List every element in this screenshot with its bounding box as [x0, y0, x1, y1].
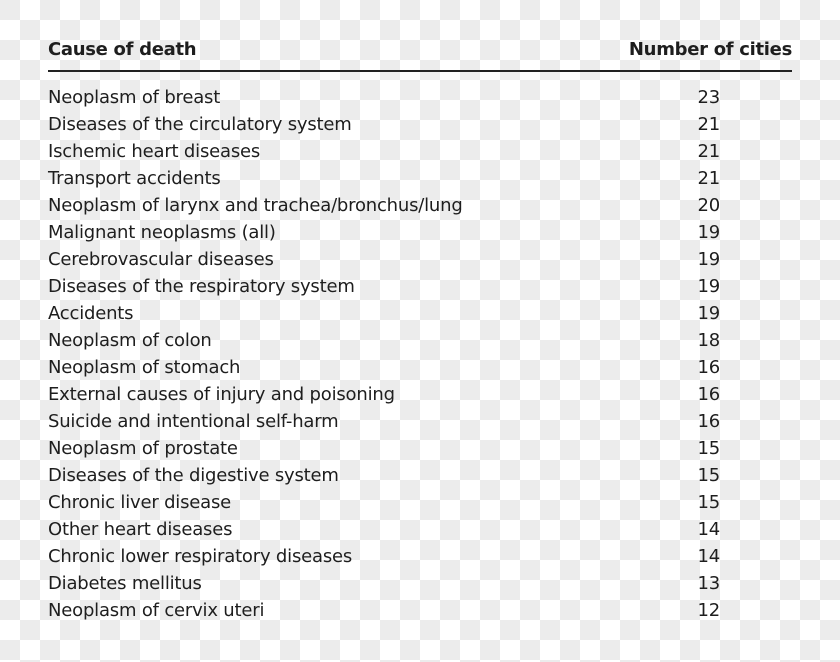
table-row [48, 138, 792, 165]
table-row [48, 219, 792, 246]
table-row [48, 300, 792, 327]
cause-cell: Diseases of the digestive system [48, 465, 339, 486]
cause-cell: Malignant neoplasms (all) [48, 222, 276, 243]
cause-cell: Diseases of the circulatory system [48, 114, 352, 135]
table-row [48, 273, 792, 300]
table-row [48, 381, 792, 408]
count-cell: 19 [697, 303, 720, 324]
table-row [48, 489, 792, 516]
cause-cell: Accidents [48, 303, 134, 324]
count-cell: 18 [697, 330, 720, 351]
count-cell: 15 [697, 492, 720, 513]
count-cell: 14 [697, 519, 720, 540]
cause-cell: Diabetes mellitus [48, 573, 202, 594]
count-cell: 13 [697, 573, 720, 594]
count-cell: 16 [697, 411, 720, 432]
table-row [48, 570, 792, 597]
cause-cell: Neoplasm of colon [48, 330, 212, 351]
count-cell: 21 [697, 141, 720, 162]
count-cell: 14 [697, 546, 720, 567]
count-cell: 12 [697, 600, 720, 621]
count-cell: 23 [697, 87, 720, 108]
count-cell: 21 [697, 114, 720, 135]
count-cell: 20 [697, 195, 720, 216]
table-row [48, 84, 792, 111]
header-count: Number of cities [628, 38, 792, 60]
cause-cell: Neoplasm of larynx and trachea/bronchus/lung [48, 195, 463, 216]
header-cause: Cause of death [48, 38, 197, 60]
table-row [48, 246, 792, 273]
cause-cell: Cerebrovascular diseases [48, 249, 274, 270]
table-body [48, 84, 792, 624]
cause-cell: Diseases of the respiratory system [48, 276, 355, 297]
count-cell: 19 [697, 222, 720, 243]
cause-cell: Transport accidents [48, 168, 221, 189]
cause-cell: Chronic liver disease [48, 492, 232, 513]
cause-cell: Neoplasm of breast [48, 87, 221, 108]
table-row [48, 111, 792, 138]
cause-cell: Chronic lower respiratory diseases [48, 546, 353, 567]
count-cell: 19 [697, 276, 720, 297]
cause-cell: Neoplasm of prostate [48, 438, 238, 459]
cause-of-death-table [48, 34, 792, 624]
cause-cell: Other heart diseases [48, 519, 233, 540]
cause-cell: Neoplasm of stomach [48, 357, 241, 378]
table-row [48, 192, 792, 219]
table-row [48, 516, 792, 543]
count-cell: 16 [697, 384, 720, 405]
cause-cell: Suicide and intentional self-harm [48, 411, 339, 432]
table-row [48, 543, 792, 570]
count-cell: 16 [697, 357, 720, 378]
cause-cell: Ischemic heart diseases [48, 141, 261, 162]
table-row [48, 435, 792, 462]
table-row [48, 354, 792, 381]
table-row [48, 408, 792, 435]
table-row [48, 462, 792, 489]
table-header [48, 34, 792, 64]
cause-cell: External causes of injury and poisoning [48, 384, 395, 405]
count-cell: 15 [697, 465, 720, 486]
count-cell: 15 [697, 438, 720, 459]
cause-cell: Neoplasm of cervix uteri [48, 600, 265, 621]
table-row [48, 597, 792, 624]
table-row [48, 165, 792, 192]
count-cell: 21 [697, 168, 720, 189]
count-cell: 19 [697, 249, 720, 270]
table-row [48, 327, 792, 354]
header-rule [48, 70, 792, 72]
